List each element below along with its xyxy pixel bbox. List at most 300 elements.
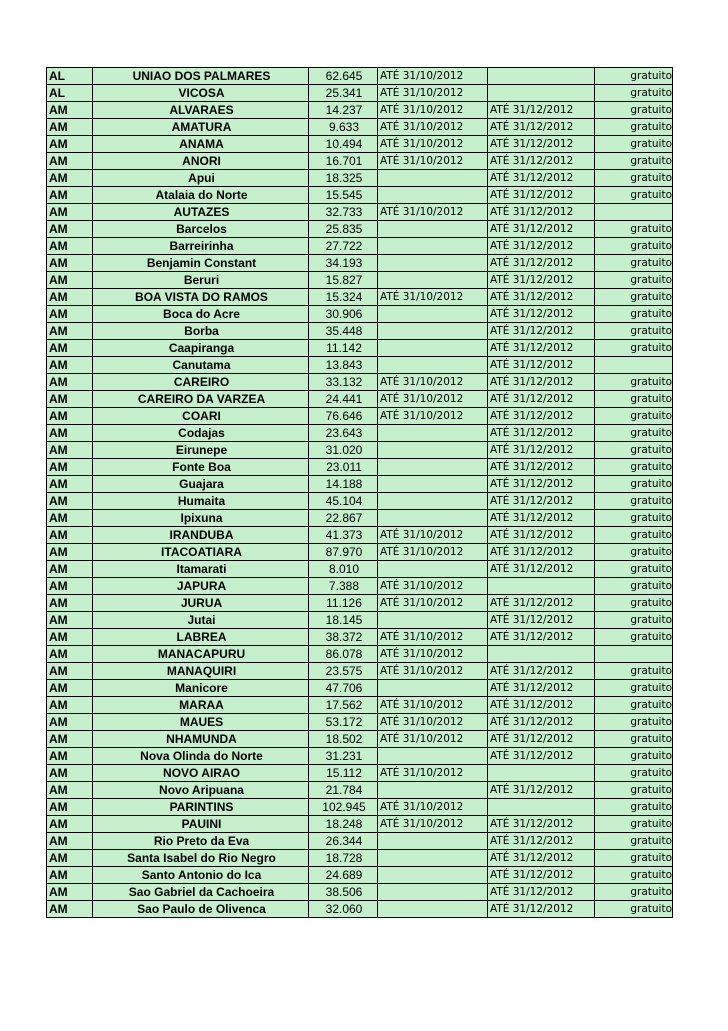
deadline-1-cell	[378, 561, 488, 578]
population-cell: 23.575	[309, 663, 378, 680]
population-cell: 30.906	[309, 306, 378, 323]
fee-cell: gratuito	[595, 884, 673, 901]
deadline-1-cell: ATÉ 31/10/2012	[378, 119, 488, 136]
table-row	[47, 221, 673, 238]
deadline-2-cell: ATÉ 31/12/2012	[488, 748, 595, 765]
fee-cell: gratuito	[595, 136, 673, 153]
state-cell: AM	[47, 425, 93, 442]
table-row	[47, 833, 673, 850]
state-cell: AM	[47, 459, 93, 476]
population-cell: 11.142	[309, 340, 378, 357]
population-cell: 32.060	[309, 901, 378, 918]
fee-cell	[595, 646, 673, 663]
table-row	[47, 374, 673, 391]
deadline-1-cell	[378, 459, 488, 476]
deadline-2-cell: ATÉ 31/12/2012	[488, 561, 595, 578]
fee-cell: gratuito	[595, 85, 673, 102]
state-cell: AM	[47, 765, 93, 782]
city-cell: AMATURA	[93, 119, 309, 136]
deadline-1-cell: ATÉ 31/10/2012	[378, 289, 488, 306]
deadline-2-cell: ATÉ 31/12/2012	[488, 527, 595, 544]
table-row	[47, 561, 673, 578]
state-cell: AM	[47, 408, 93, 425]
deadline-1-cell	[378, 901, 488, 918]
state-cell: AM	[47, 374, 93, 391]
population-cell: 35.448	[309, 323, 378, 340]
table-row	[47, 850, 673, 867]
city-cell: Rio Preto da Eva	[93, 833, 309, 850]
city-cell: Caapiranga	[93, 340, 309, 357]
state-cell: AM	[47, 884, 93, 901]
table-row	[47, 170, 673, 187]
population-cell: 14.237	[309, 102, 378, 119]
deadline-1-cell: ATÉ 31/10/2012	[378, 544, 488, 561]
deadline-2-cell: ATÉ 31/12/2012	[488, 340, 595, 357]
population-cell: 38.372	[309, 629, 378, 646]
deadline-1-cell: ATÉ 31/10/2012	[378, 663, 488, 680]
deadline-2-cell: ATÉ 31/12/2012	[488, 425, 595, 442]
fee-cell: gratuito	[595, 544, 673, 561]
city-cell: Atalaia do Norte	[93, 187, 309, 204]
city-cell: Manicore	[93, 680, 309, 697]
state-cell: AM	[47, 323, 93, 340]
fee-cell: gratuito	[595, 510, 673, 527]
deadline-2-cell: ATÉ 31/12/2012	[488, 272, 595, 289]
city-cell: Santo Antonio do Ica	[93, 867, 309, 884]
deadline-2-cell: ATÉ 31/12/2012	[488, 408, 595, 425]
state-cell: AM	[47, 646, 93, 663]
deadline-2-cell: ATÉ 31/12/2012	[488, 136, 595, 153]
deadline-2-cell: ATÉ 31/12/2012	[488, 731, 595, 748]
deadline-2-cell: ATÉ 31/12/2012	[488, 238, 595, 255]
city-cell: UNIAO DOS PALMARES	[93, 68, 309, 85]
fee-cell: gratuito	[595, 595, 673, 612]
deadline-1-cell: ATÉ 31/10/2012	[378, 816, 488, 833]
population-cell: 13.843	[309, 357, 378, 374]
fee-cell: gratuito	[595, 748, 673, 765]
fee-cell: gratuito	[595, 833, 673, 850]
fee-cell: gratuito	[595, 170, 673, 187]
city-cell: Novo Aripuana	[93, 782, 309, 799]
table-row	[47, 272, 673, 289]
population-cell: 18.248	[309, 816, 378, 833]
state-cell: AM	[47, 510, 93, 527]
table-row	[47, 136, 673, 153]
deadline-1-cell: ATÉ 31/10/2012	[378, 204, 488, 221]
fee-cell: gratuito	[595, 238, 673, 255]
population-cell: 34.193	[309, 255, 378, 272]
population-cell: 15.112	[309, 765, 378, 782]
state-cell: AM	[47, 816, 93, 833]
fee-cell: gratuito	[595, 289, 673, 306]
population-cell: 14.188	[309, 476, 378, 493]
table-row	[47, 323, 673, 340]
state-cell: AM	[47, 629, 93, 646]
population-cell: 32.733	[309, 204, 378, 221]
table-row	[47, 289, 673, 306]
fee-cell: gratuito	[595, 102, 673, 119]
population-cell: 26.344	[309, 833, 378, 850]
state-cell: AM	[47, 544, 93, 561]
city-cell: Itamarati	[93, 561, 309, 578]
population-cell: 18.502	[309, 731, 378, 748]
deadline-2-cell	[488, 646, 595, 663]
deadline-1-cell	[378, 357, 488, 374]
table-row	[47, 357, 673, 374]
table-row	[47, 442, 673, 459]
fee-cell: gratuito	[595, 459, 673, 476]
city-cell: Jutai	[93, 612, 309, 629]
city-cell: Nova Olinda do Norte	[93, 748, 309, 765]
city-cell: Barreirinha	[93, 238, 309, 255]
city-cell: Ipixuna	[93, 510, 309, 527]
deadline-1-cell: ATÉ 31/10/2012	[378, 136, 488, 153]
city-cell: PAUINI	[93, 816, 309, 833]
fee-cell: gratuito	[595, 391, 673, 408]
table-row	[47, 255, 673, 272]
city-cell: JURUA	[93, 595, 309, 612]
city-cell: ITACOATIARA	[93, 544, 309, 561]
deadline-2-cell: ATÉ 31/12/2012	[488, 476, 595, 493]
deadline-2-cell	[488, 68, 595, 85]
population-cell: 15.827	[309, 272, 378, 289]
fee-cell: gratuito	[595, 493, 673, 510]
deadline-2-cell	[488, 578, 595, 595]
deadline-2-cell: ATÉ 31/12/2012	[488, 901, 595, 918]
city-cell: IRANDUBA	[93, 527, 309, 544]
deadline-2-cell: ATÉ 31/12/2012	[488, 153, 595, 170]
state-cell: AM	[47, 901, 93, 918]
deadline-1-cell	[378, 306, 488, 323]
deadline-1-cell: ATÉ 31/10/2012	[378, 714, 488, 731]
state-cell: AM	[47, 731, 93, 748]
state-cell: AM	[47, 527, 93, 544]
deadline-2-cell: ATÉ 31/12/2012	[488, 289, 595, 306]
deadline-2-cell: ATÉ 31/12/2012	[488, 629, 595, 646]
city-cell: JAPURA	[93, 578, 309, 595]
fee-cell: gratuito	[595, 255, 673, 272]
state-cell: AM	[47, 102, 93, 119]
deadline-2-cell: ATÉ 31/12/2012	[488, 595, 595, 612]
deadline-1-cell	[378, 425, 488, 442]
population-cell: 25.341	[309, 85, 378, 102]
deadline-1-cell: ATÉ 31/10/2012	[378, 799, 488, 816]
city-cell: Codajas	[93, 425, 309, 442]
table-row	[47, 238, 673, 255]
fee-cell: gratuito	[595, 561, 673, 578]
population-cell: 33.132	[309, 374, 378, 391]
deadline-2-cell: ATÉ 31/12/2012	[488, 119, 595, 136]
state-cell: AM	[47, 153, 93, 170]
deadline-1-cell	[378, 170, 488, 187]
city-cell: Eirunepe	[93, 442, 309, 459]
table-row	[47, 340, 673, 357]
population-cell: 62.645	[309, 68, 378, 85]
deadline-1-cell	[378, 221, 488, 238]
deadline-1-cell	[378, 272, 488, 289]
deadline-1-cell: ATÉ 31/10/2012	[378, 68, 488, 85]
state-cell: AM	[47, 238, 93, 255]
fee-cell: gratuito	[595, 425, 673, 442]
city-cell: Boca do Acre	[93, 306, 309, 323]
population-cell: 18.145	[309, 612, 378, 629]
deadline-1-cell	[378, 238, 488, 255]
state-cell: AM	[47, 680, 93, 697]
state-cell: AM	[47, 714, 93, 731]
state-cell: AM	[47, 340, 93, 357]
city-cell: PARINTINS	[93, 799, 309, 816]
city-cell: AUTAZES	[93, 204, 309, 221]
deadline-1-cell: ATÉ 31/10/2012	[378, 374, 488, 391]
state-cell: AM	[47, 272, 93, 289]
fee-cell: gratuito	[595, 680, 673, 697]
fee-cell: gratuito	[595, 697, 673, 714]
deadline-1-cell: ATÉ 31/10/2012	[378, 408, 488, 425]
population-cell: 18.325	[309, 170, 378, 187]
table-row	[47, 765, 673, 782]
population-cell: 7.388	[309, 578, 378, 595]
deadline-1-cell	[378, 833, 488, 850]
deadline-1-cell	[378, 680, 488, 697]
fee-cell: gratuito	[595, 476, 673, 493]
table-row	[47, 799, 673, 816]
table-row	[47, 697, 673, 714]
state-cell: AM	[47, 850, 93, 867]
population-cell: 25.835	[309, 221, 378, 238]
population-cell: 23.643	[309, 425, 378, 442]
state-cell: AM	[47, 748, 93, 765]
deadline-2-cell: ATÉ 31/12/2012	[488, 221, 595, 238]
table-row	[47, 646, 673, 663]
deadline-1-cell	[378, 340, 488, 357]
deadline-1-cell: ATÉ 31/10/2012	[378, 102, 488, 119]
state-cell: AM	[47, 255, 93, 272]
fee-cell: gratuito	[595, 765, 673, 782]
state-cell: AM	[47, 867, 93, 884]
fee-cell: gratuito	[595, 850, 673, 867]
deadline-2-cell: ATÉ 31/12/2012	[488, 170, 595, 187]
city-cell: NHAMUNDA	[93, 731, 309, 748]
population-cell: 24.441	[309, 391, 378, 408]
table-row	[47, 748, 673, 765]
deadline-2-cell: ATÉ 31/12/2012	[488, 493, 595, 510]
population-cell: 41.373	[309, 527, 378, 544]
city-cell: ALVARAES	[93, 102, 309, 119]
deadline-1-cell	[378, 782, 488, 799]
state-cell: AM	[47, 204, 93, 221]
city-cell: LABREA	[93, 629, 309, 646]
fee-cell: gratuito	[595, 731, 673, 748]
city-cell: Apui	[93, 170, 309, 187]
table-row	[47, 153, 673, 170]
state-cell: AM	[47, 442, 93, 459]
table-row	[47, 816, 673, 833]
fee-cell: gratuito	[595, 323, 673, 340]
deadline-2-cell: ATÉ 31/12/2012	[488, 714, 595, 731]
state-cell: AL	[47, 85, 93, 102]
population-cell: 38.506	[309, 884, 378, 901]
table-row	[47, 578, 673, 595]
state-cell: AM	[47, 391, 93, 408]
population-cell: 45.104	[309, 493, 378, 510]
table-row	[47, 782, 673, 799]
city-cell: VICOSA	[93, 85, 309, 102]
population-cell: 17.562	[309, 697, 378, 714]
deadline-1-cell	[378, 493, 488, 510]
deadline-1-cell	[378, 867, 488, 884]
state-cell: AL	[47, 68, 93, 85]
table-row	[47, 187, 673, 204]
deadline-2-cell: ATÉ 31/12/2012	[488, 357, 595, 374]
deadline-1-cell	[378, 476, 488, 493]
deadline-1-cell: ATÉ 31/10/2012	[378, 578, 488, 595]
table-row	[47, 408, 673, 425]
city-cell: CAREIRO DA VARZEA	[93, 391, 309, 408]
deadline-2-cell: ATÉ 31/12/2012	[488, 544, 595, 561]
deadline-2-cell: ATÉ 31/12/2012	[488, 850, 595, 867]
deadline-1-cell: ATÉ 31/10/2012	[378, 697, 488, 714]
deadline-1-cell: ATÉ 31/10/2012	[378, 731, 488, 748]
population-cell: 21.784	[309, 782, 378, 799]
fee-cell: gratuito	[595, 901, 673, 918]
state-cell: AM	[47, 493, 93, 510]
city-cell: MARAA	[93, 697, 309, 714]
deadline-1-cell	[378, 187, 488, 204]
city-cell: BOA VISTA DO RAMOS	[93, 289, 309, 306]
population-cell: 47.706	[309, 680, 378, 697]
fee-cell: gratuito	[595, 187, 673, 204]
population-cell: 24.689	[309, 867, 378, 884]
table-row	[47, 102, 673, 119]
city-cell: NOVO AIRAO	[93, 765, 309, 782]
fee-cell: gratuito	[595, 816, 673, 833]
table-row	[47, 204, 673, 221]
city-cell: MANAQUIRI	[93, 663, 309, 680]
table-row	[47, 680, 673, 697]
city-cell: Fonte Boa	[93, 459, 309, 476]
deadline-1-cell: ATÉ 31/10/2012	[378, 85, 488, 102]
deadline-2-cell	[488, 85, 595, 102]
table-row	[47, 663, 673, 680]
deadline-1-cell	[378, 884, 488, 901]
deadline-2-cell: ATÉ 31/12/2012	[488, 391, 595, 408]
fee-cell: gratuito	[595, 527, 673, 544]
table-row	[47, 391, 673, 408]
fee-cell: gratuito	[595, 68, 673, 85]
table-body	[47, 68, 673, 918]
table-row	[47, 85, 673, 102]
deadline-2-cell	[488, 765, 595, 782]
table-row	[47, 510, 673, 527]
deadline-1-cell: ATÉ 31/10/2012	[378, 595, 488, 612]
table-row	[47, 731, 673, 748]
municipality-table	[46, 67, 673, 918]
fee-cell: gratuito	[595, 153, 673, 170]
population-cell: 22.867	[309, 510, 378, 527]
fee-cell: gratuito	[595, 629, 673, 646]
table-row	[47, 629, 673, 646]
population-cell: 18.728	[309, 850, 378, 867]
deadline-1-cell	[378, 323, 488, 340]
table-row	[47, 884, 673, 901]
table-row	[47, 476, 673, 493]
population-cell: 8.010	[309, 561, 378, 578]
population-cell: 86.078	[309, 646, 378, 663]
fee-cell: gratuito	[595, 306, 673, 323]
state-cell: AM	[47, 170, 93, 187]
city-cell: COARI	[93, 408, 309, 425]
population-cell: 23.011	[309, 459, 378, 476]
fee-cell: gratuito	[595, 340, 673, 357]
table-row	[47, 595, 673, 612]
fee-cell: gratuito	[595, 714, 673, 731]
city-cell: MANACAPURU	[93, 646, 309, 663]
table-row	[47, 527, 673, 544]
city-cell: Canutama	[93, 357, 309, 374]
state-cell: AM	[47, 595, 93, 612]
deadline-2-cell: ATÉ 31/12/2012	[488, 782, 595, 799]
state-cell: AM	[47, 612, 93, 629]
city-cell: Santa Isabel do Rio Negro	[93, 850, 309, 867]
deadline-1-cell: ATÉ 31/10/2012	[378, 391, 488, 408]
fee-cell	[595, 204, 673, 221]
deadline-1-cell: ATÉ 31/10/2012	[378, 629, 488, 646]
table-row	[47, 544, 673, 561]
fee-cell: gratuito	[595, 578, 673, 595]
table-row	[47, 425, 673, 442]
population-cell: 31.231	[309, 748, 378, 765]
table-row	[47, 901, 673, 918]
table-row	[47, 714, 673, 731]
population-cell: 9.633	[309, 119, 378, 136]
deadline-1-cell	[378, 442, 488, 459]
deadline-1-cell	[378, 850, 488, 867]
table-row	[47, 867, 673, 884]
deadline-2-cell: ATÉ 31/12/2012	[488, 323, 595, 340]
state-cell: AM	[47, 289, 93, 306]
fee-cell: gratuito	[595, 272, 673, 289]
deadline-2-cell: ATÉ 31/12/2012	[488, 459, 595, 476]
population-cell: 11.126	[309, 595, 378, 612]
deadline-1-cell	[378, 612, 488, 629]
state-cell: AM	[47, 306, 93, 323]
population-cell: 16.701	[309, 153, 378, 170]
deadline-1-cell: ATÉ 31/10/2012	[378, 646, 488, 663]
fee-cell	[595, 357, 673, 374]
city-cell: Benjamin Constant	[93, 255, 309, 272]
table-row	[47, 306, 673, 323]
city-cell: Guajara	[93, 476, 309, 493]
deadline-2-cell: ATÉ 31/12/2012	[488, 187, 595, 204]
city-cell: Sao Gabriel da Cachoeira	[93, 884, 309, 901]
fee-cell: gratuito	[595, 119, 673, 136]
deadline-1-cell	[378, 748, 488, 765]
deadline-2-cell: ATÉ 31/12/2012	[488, 510, 595, 527]
state-cell: AM	[47, 799, 93, 816]
city-cell: Humaita	[93, 493, 309, 510]
population-cell: 102.945	[309, 799, 378, 816]
deadline-2-cell	[488, 799, 595, 816]
fee-cell: gratuito	[595, 442, 673, 459]
population-cell: 15.545	[309, 187, 378, 204]
state-cell: AM	[47, 663, 93, 680]
deadline-2-cell: ATÉ 31/12/2012	[488, 102, 595, 119]
state-cell: AM	[47, 357, 93, 374]
deadline-1-cell: ATÉ 31/10/2012	[378, 527, 488, 544]
fee-cell: gratuito	[595, 799, 673, 816]
deadline-2-cell: ATÉ 31/12/2012	[488, 204, 595, 221]
city-cell: ANORI	[93, 153, 309, 170]
